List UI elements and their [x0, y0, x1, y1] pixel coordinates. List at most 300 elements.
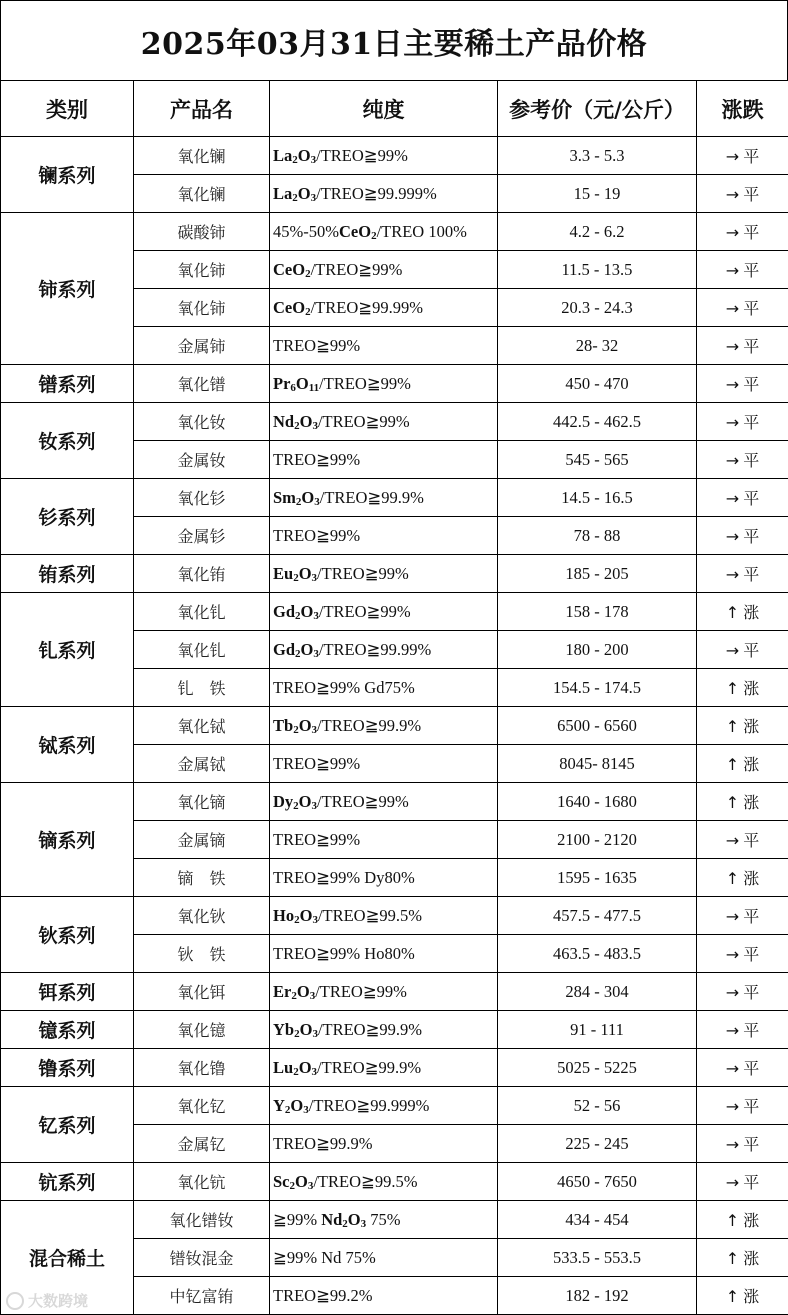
purity-text: ≧99% Nd 75%	[273, 1247, 376, 1267]
purity-subscript: 3	[312, 913, 318, 926]
table-row	[1, 365, 788, 403]
purity-subscript: 3	[310, 153, 317, 166]
purity-subscript: 3	[314, 495, 320, 508]
purity-text: TREO≧99.9%	[273, 1133, 373, 1153]
price-cell: 533.5 - 553.5	[498, 1239, 697, 1277]
trend-cell	[697, 289, 788, 327]
trend-label: 平	[743, 641, 760, 660]
table-row	[1, 1049, 788, 1087]
category-cell: 镝系列	[1, 783, 134, 897]
price-cell: 1595 - 1635	[498, 859, 697, 897]
purity-subscript: 2	[292, 191, 298, 204]
page-title: 2025年03月31日主要稀土产品价格	[0, 0, 788, 81]
product-name-cell: 氧化铈	[134, 251, 270, 289]
table-row	[1, 783, 788, 821]
table-row	[1, 897, 788, 935]
arrow-right-icon: →	[725, 185, 740, 204]
table-row	[1, 707, 788, 745]
price-cell: 14.5 - 16.5	[498, 479, 697, 517]
header-product-name: 产品名	[134, 81, 270, 137]
price-cell: 91 - 111	[498, 1011, 697, 1049]
trend-label: 平	[743, 831, 760, 850]
table-row	[1, 1087, 788, 1125]
purity-text: Gd	[273, 639, 296, 659]
table-row	[1, 973, 788, 1011]
purity-text: 75%	[366, 1209, 401, 1229]
table-row	[1, 479, 788, 517]
trend-label: 涨	[743, 1211, 760, 1230]
purity-text: /TREO≧99.5%	[317, 905, 423, 925]
purity-cell	[270, 365, 498, 403]
category-cell: 镥系列	[1, 1049, 134, 1087]
arrow-right-icon: →	[725, 1059, 740, 1078]
header-change: 涨跌	[697, 81, 788, 137]
category-cell: 铈系列	[1, 213, 134, 365]
trend-label: 平	[743, 185, 760, 204]
purity-text: O	[301, 487, 315, 507]
purity-subscript: 3	[303, 1103, 309, 1116]
purity-text: Dy	[273, 791, 294, 811]
purity-cell	[270, 859, 498, 897]
product-name-cell: 氧化镥	[134, 1049, 270, 1087]
price-cell: 28- 32	[498, 327, 697, 365]
trend-label: 平	[743, 413, 760, 432]
purity-text: CeO	[338, 221, 372, 241]
purity-text: /TREO 100%	[376, 221, 467, 241]
arrow-right-icon: →	[725, 831, 740, 850]
trend-label: 涨	[743, 1287, 760, 1306]
arrow-right-icon: →	[725, 565, 740, 584]
arrow-right-icon: →	[725, 489, 740, 508]
purity-text: /TREO≧99.999%	[308, 1095, 430, 1115]
product-name-cell: 氧化铈	[134, 289, 270, 327]
trend-label: 平	[743, 945, 760, 964]
purity-text: Yb	[273, 1019, 295, 1039]
purity-text: Eu	[273, 563, 294, 583]
trend-label: 涨	[743, 1249, 760, 1268]
trend-cell	[697, 745, 788, 783]
arrow-up-icon: ↑	[725, 603, 740, 622]
purity-text: O	[299, 411, 313, 431]
arrow-up-icon: ↑	[725, 1211, 740, 1230]
table-row	[1, 593, 788, 631]
price-cell: 457.5 - 477.5	[498, 897, 697, 935]
purity-text: O	[300, 639, 314, 659]
arrow-right-icon: →	[725, 983, 740, 1002]
category-cell: 铒系列	[1, 973, 134, 1011]
arrow-up-icon: ↑	[725, 869, 740, 888]
purity-cell	[270, 935, 498, 973]
purity-text: O	[297, 145, 311, 165]
purity-text: O	[296, 981, 310, 1001]
purity-text: Lu	[273, 1057, 294, 1077]
purity-cell	[270, 289, 498, 327]
trend-cell	[697, 631, 788, 669]
trend-label: 平	[743, 983, 760, 1002]
purity-text: CeO	[273, 259, 306, 279]
category-cell: 钆系列	[1, 593, 134, 707]
product-name-cell: 钬 铁	[134, 935, 270, 973]
purity-cell	[270, 631, 498, 669]
product-name-cell: 金属钐	[134, 517, 270, 555]
table-row	[1, 403, 788, 441]
purity-cell	[270, 1011, 498, 1049]
purity-text: /TREO≧99%	[310, 259, 403, 279]
arrow-right-icon: →	[725, 413, 740, 432]
purity-cell	[270, 175, 498, 213]
arrow-right-icon: →	[725, 527, 740, 546]
purity-subscript: 2	[293, 1065, 299, 1078]
purity-subscript: 2	[293, 571, 299, 584]
trend-cell	[697, 1125, 788, 1163]
price-cell: 450 - 470	[498, 365, 697, 403]
purity-cell	[270, 821, 498, 859]
price-cell: 2100 - 2120	[498, 821, 697, 859]
purity-subscript: 3	[312, 419, 318, 432]
category-cell: 钕系列	[1, 403, 134, 479]
purity-text: TREO≧99% Ho80%	[273, 943, 415, 963]
purity-cell	[270, 1277, 498, 1315]
arrow-right-icon: →	[725, 945, 740, 964]
trend-cell	[697, 251, 788, 289]
arrow-up-icon: ↑	[725, 679, 740, 698]
purity-text: TREO≧99.2%	[273, 1285, 373, 1305]
arrow-right-icon: →	[725, 1135, 740, 1154]
trend-label: 平	[743, 1059, 760, 1078]
product-name-cell: 金属钕	[134, 441, 270, 479]
purity-text: O	[299, 905, 313, 925]
trend-cell	[697, 859, 788, 897]
purity-cell	[270, 517, 498, 555]
arrow-up-icon: ↑	[725, 1287, 740, 1306]
price-cell: 4650 - 7650	[498, 1163, 697, 1201]
price-cell: 463.5 - 483.5	[498, 935, 697, 973]
trend-cell	[697, 137, 788, 175]
purity-cell	[270, 783, 498, 821]
purity-text: /TREO≧99.5%	[313, 1171, 418, 1191]
purity-subscript: 2	[292, 153, 298, 166]
table-row	[1, 213, 788, 251]
purity-text: TREO≧99%	[273, 525, 361, 545]
purity-text: O	[298, 715, 312, 735]
product-name-cell: 钆 铁	[134, 669, 270, 707]
purity-subscript: 2	[295, 609, 301, 622]
trend-cell	[697, 479, 788, 517]
purity-text: Ho	[273, 905, 295, 925]
price-cell: 6500 - 6560	[498, 707, 697, 745]
purity-text: /TREO≧99.9%	[317, 715, 422, 735]
price-cell: 5025 - 5225	[498, 1049, 697, 1087]
product-name-cell: 氧化钐	[134, 479, 270, 517]
purity-cell	[270, 555, 498, 593]
purity-text: TREO≧99%	[273, 753, 361, 773]
arrow-right-icon: →	[725, 451, 740, 470]
trend-label: 平	[743, 1173, 760, 1192]
header-category: 类别	[1, 81, 134, 137]
arrow-right-icon: →	[725, 147, 740, 166]
product-name-cell: 氧化钇	[134, 1087, 270, 1125]
table-row	[1, 1011, 788, 1049]
purity-subscript: 3	[311, 1065, 318, 1078]
trend-cell	[697, 935, 788, 973]
trend-cell	[697, 1011, 788, 1049]
purity-text: TREO≧99%	[273, 829, 361, 849]
product-name-cell: 金属铽	[134, 745, 270, 783]
trend-cell	[697, 1239, 788, 1277]
purity-cell	[270, 1125, 498, 1163]
trend-cell	[697, 555, 788, 593]
category-cell: 钪系列	[1, 1163, 134, 1201]
purity-cell	[270, 213, 498, 251]
price-cell: 11.5 - 13.5	[498, 251, 697, 289]
product-name-cell: 镝 铁	[134, 859, 270, 897]
purity-text: ≧99%	[273, 1209, 322, 1229]
price-cell: 154.5 - 174.5	[498, 669, 697, 707]
arrow-right-icon: →	[725, 261, 740, 280]
arrow-right-icon: →	[725, 299, 740, 318]
purity-subscript: 3	[313, 609, 319, 622]
product-name-cell: 氧化镨	[134, 365, 270, 403]
category-cell: 镧系列	[1, 137, 134, 213]
purity-subscript: 3	[311, 723, 318, 736]
trend-cell	[697, 1277, 788, 1315]
purity-cell	[270, 441, 498, 479]
purity-cell	[270, 1049, 498, 1087]
watermark-text: 大数跨境	[28, 1292, 89, 1310]
arrow-right-icon: →	[725, 1097, 740, 1116]
category-cell: 钐系列	[1, 479, 134, 555]
product-name-cell: 氧化钕	[134, 403, 270, 441]
purity-text: /TREO≧99%	[315, 981, 407, 1001]
trend-label: 平	[743, 1021, 760, 1040]
purity-subscript: 3	[307, 1179, 314, 1192]
purity-subscript: 3	[312, 1027, 318, 1040]
arrow-right-icon: →	[725, 641, 740, 660]
price-cell: 78 - 88	[498, 517, 697, 555]
purity-cell	[270, 251, 498, 289]
product-name-cell: 氧化铽	[134, 707, 270, 745]
price-cell: 284 - 304	[498, 973, 697, 1011]
category-cell: 铽系列	[1, 707, 134, 783]
trend-cell	[697, 1049, 788, 1087]
trend-cell	[697, 897, 788, 935]
arrow-up-icon: ↑	[725, 717, 740, 736]
product-name-cell: 氧化铕	[134, 555, 270, 593]
category-cell: 混合稀土	[1, 1201, 134, 1315]
purity-subscript: 2	[289, 1179, 295, 1192]
purity-text: 45%-50%	[273, 221, 339, 241]
purity-cell	[270, 479, 498, 517]
purity-subscript: 3	[313, 647, 319, 660]
arrow-right-icon: →	[725, 223, 740, 242]
trend-label: 平	[743, 223, 760, 242]
price-cell: 8045- 8145	[498, 745, 697, 783]
trend-cell	[697, 441, 788, 479]
purity-text: Y	[273, 1095, 285, 1115]
trend-cell	[697, 821, 788, 859]
arrow-right-icon: →	[725, 907, 740, 926]
trend-label: 平	[743, 299, 760, 318]
arrow-right-icon: →	[725, 337, 740, 356]
watermark	[6, 1290, 88, 1311]
trend-cell	[697, 1087, 788, 1125]
product-name-cell: 金属钇	[134, 1125, 270, 1163]
purity-text: Sc	[273, 1171, 290, 1191]
trend-label: 平	[743, 1097, 760, 1116]
trend-cell	[697, 517, 788, 555]
header-purity: 纯度	[270, 81, 498, 137]
trend-label: 平	[743, 337, 760, 356]
price-cell: 20.3 - 24.3	[498, 289, 697, 327]
trend-cell	[697, 327, 788, 365]
trend-cell	[697, 593, 788, 631]
arrow-up-icon: ↑	[725, 793, 740, 812]
product-name-cell: 中钇富铕	[134, 1277, 270, 1315]
purity-text: O	[297, 183, 311, 203]
purity-text: Er	[273, 981, 292, 1001]
trend-cell	[697, 365, 788, 403]
product-name-cell: 镨钕混金	[134, 1239, 270, 1277]
price-cell: 182 - 192	[498, 1277, 697, 1315]
purity-subscript: 3	[309, 989, 316, 1002]
price-cell: 545 - 565	[498, 441, 697, 479]
purity-text: CeO	[273, 297, 306, 317]
purity-subscript: 2	[295, 495, 302, 508]
trend-label: 平	[743, 527, 760, 546]
product-name-cell: 氧化镱	[134, 1011, 270, 1049]
purity-text: /TREO≧99.999%	[316, 183, 437, 203]
purity-text: O	[300, 601, 314, 621]
arrow-right-icon: →	[725, 1021, 740, 1040]
purity-text: /TREO≧99.99%	[310, 297, 423, 317]
purity-text: O	[298, 1057, 312, 1077]
trend-label: 涨	[743, 603, 760, 622]
purity-text: TREO≧99% Gd75%	[273, 677, 415, 697]
price-cell: 15 - 19	[498, 175, 697, 213]
purity-text: /TREO≧99%	[317, 411, 410, 431]
trend-cell	[697, 707, 788, 745]
trend-cell	[697, 213, 788, 251]
trend-cell	[697, 783, 788, 821]
purity-text: Tb	[273, 715, 294, 735]
product-name-cell: 氧化铒	[134, 973, 270, 1011]
price-table	[0, 80, 788, 1315]
purity-subscript: 2	[284, 1103, 291, 1116]
trend-cell	[697, 1163, 788, 1201]
product-name-cell: 氧化钆	[134, 593, 270, 631]
purity-text: Pr	[273, 373, 291, 393]
trend-cell	[697, 1201, 788, 1239]
table-row	[1, 1201, 788, 1239]
trend-label: 平	[743, 1135, 760, 1154]
product-name-cell: 氧化钬	[134, 897, 270, 935]
trend-label: 涨	[743, 869, 760, 888]
purity-subscript: 3	[311, 571, 318, 584]
arrow-up-icon: ↑	[725, 1249, 740, 1268]
trend-label: 涨	[743, 793, 760, 812]
purity-cell	[270, 1201, 498, 1239]
purity-subscript: 11	[308, 381, 320, 394]
purity-cell	[270, 897, 498, 935]
trend-label: 涨	[743, 755, 760, 774]
purity-subscript: 2	[293, 799, 299, 812]
purity-subscript: 2	[294, 913, 300, 926]
trend-cell	[697, 669, 788, 707]
trend-label: 平	[743, 907, 760, 926]
purity-cell	[270, 707, 498, 745]
purity-subscript: 2	[293, 723, 299, 736]
product-name-cell: 金属镝	[134, 821, 270, 859]
table-row	[1, 1163, 788, 1201]
price-cell: 4.2 - 6.2	[498, 213, 697, 251]
purity-subscript: 2	[294, 1027, 300, 1040]
price-cell: 225 - 245	[498, 1125, 697, 1163]
purity-cell	[270, 403, 498, 441]
purity-subscript: 2	[305, 305, 311, 318]
product-name-cell: 氧化钆	[134, 631, 270, 669]
purity-text: /TREO≧99.9%	[317, 1057, 422, 1077]
product-name-cell: 氧化钪	[134, 1163, 270, 1201]
purity-text: /TREO≧99%	[318, 601, 411, 621]
purity-text: /TREO≧99%	[317, 563, 409, 583]
price-cell: 1640 - 1680	[498, 783, 697, 821]
trend-label: 平	[743, 489, 760, 508]
category-cell: 钬系列	[1, 897, 134, 973]
purity-cell	[270, 327, 498, 365]
price-cell: 158 - 178	[498, 593, 697, 631]
trend-label: 平	[743, 261, 760, 280]
table-header-row	[1, 81, 788, 137]
purity-text: La	[273, 183, 293, 203]
category-cell: 铕系列	[1, 555, 134, 593]
trend-label: 涨	[743, 717, 760, 736]
product-name-cell: 氧化镧	[134, 175, 270, 213]
purity-subscript: 6	[290, 381, 296, 394]
purity-text: Gd	[273, 601, 296, 621]
trend-label: 涨	[743, 679, 760, 698]
purity-cell	[270, 1239, 498, 1277]
purity-cell	[270, 745, 498, 783]
trend-label: 平	[743, 565, 760, 584]
price-cell: 180 - 200	[498, 631, 697, 669]
purity-text: /TREO≧99%	[317, 791, 409, 811]
trend-label: 平	[743, 147, 760, 166]
price-cell: 434 - 454	[498, 1201, 697, 1239]
purity-cell	[270, 1087, 498, 1125]
table-row	[1, 555, 788, 593]
trend-cell	[697, 973, 788, 1011]
purity-text: La	[273, 145, 293, 165]
purity-text: O	[290, 1095, 304, 1115]
header-reference-price: 参考价（元/公斤）	[498, 81, 697, 137]
purity-text: O	[295, 373, 309, 393]
category-cell: 镨系列	[1, 365, 134, 403]
price-cell: 185 - 205	[498, 555, 697, 593]
purity-text: /TREO≧99%	[316, 145, 408, 165]
category-cell: 镱系列	[1, 1011, 134, 1049]
purity-text: O	[298, 563, 312, 583]
purity-cell	[270, 593, 498, 631]
arrow-up-icon: ↑	[725, 755, 740, 774]
purity-text: O	[347, 1209, 361, 1229]
purity-text: Nd	[321, 1209, 343, 1229]
price-cell: 3.3 - 5.3	[498, 137, 697, 175]
purity-text: /TREO≧99.99%	[318, 639, 432, 659]
product-name-cell: 氧化镝	[134, 783, 270, 821]
price-cell: 442.5 - 462.5	[498, 403, 697, 441]
purity-text: O	[295, 1171, 308, 1191]
watermark-logo-icon	[6, 1292, 24, 1310]
